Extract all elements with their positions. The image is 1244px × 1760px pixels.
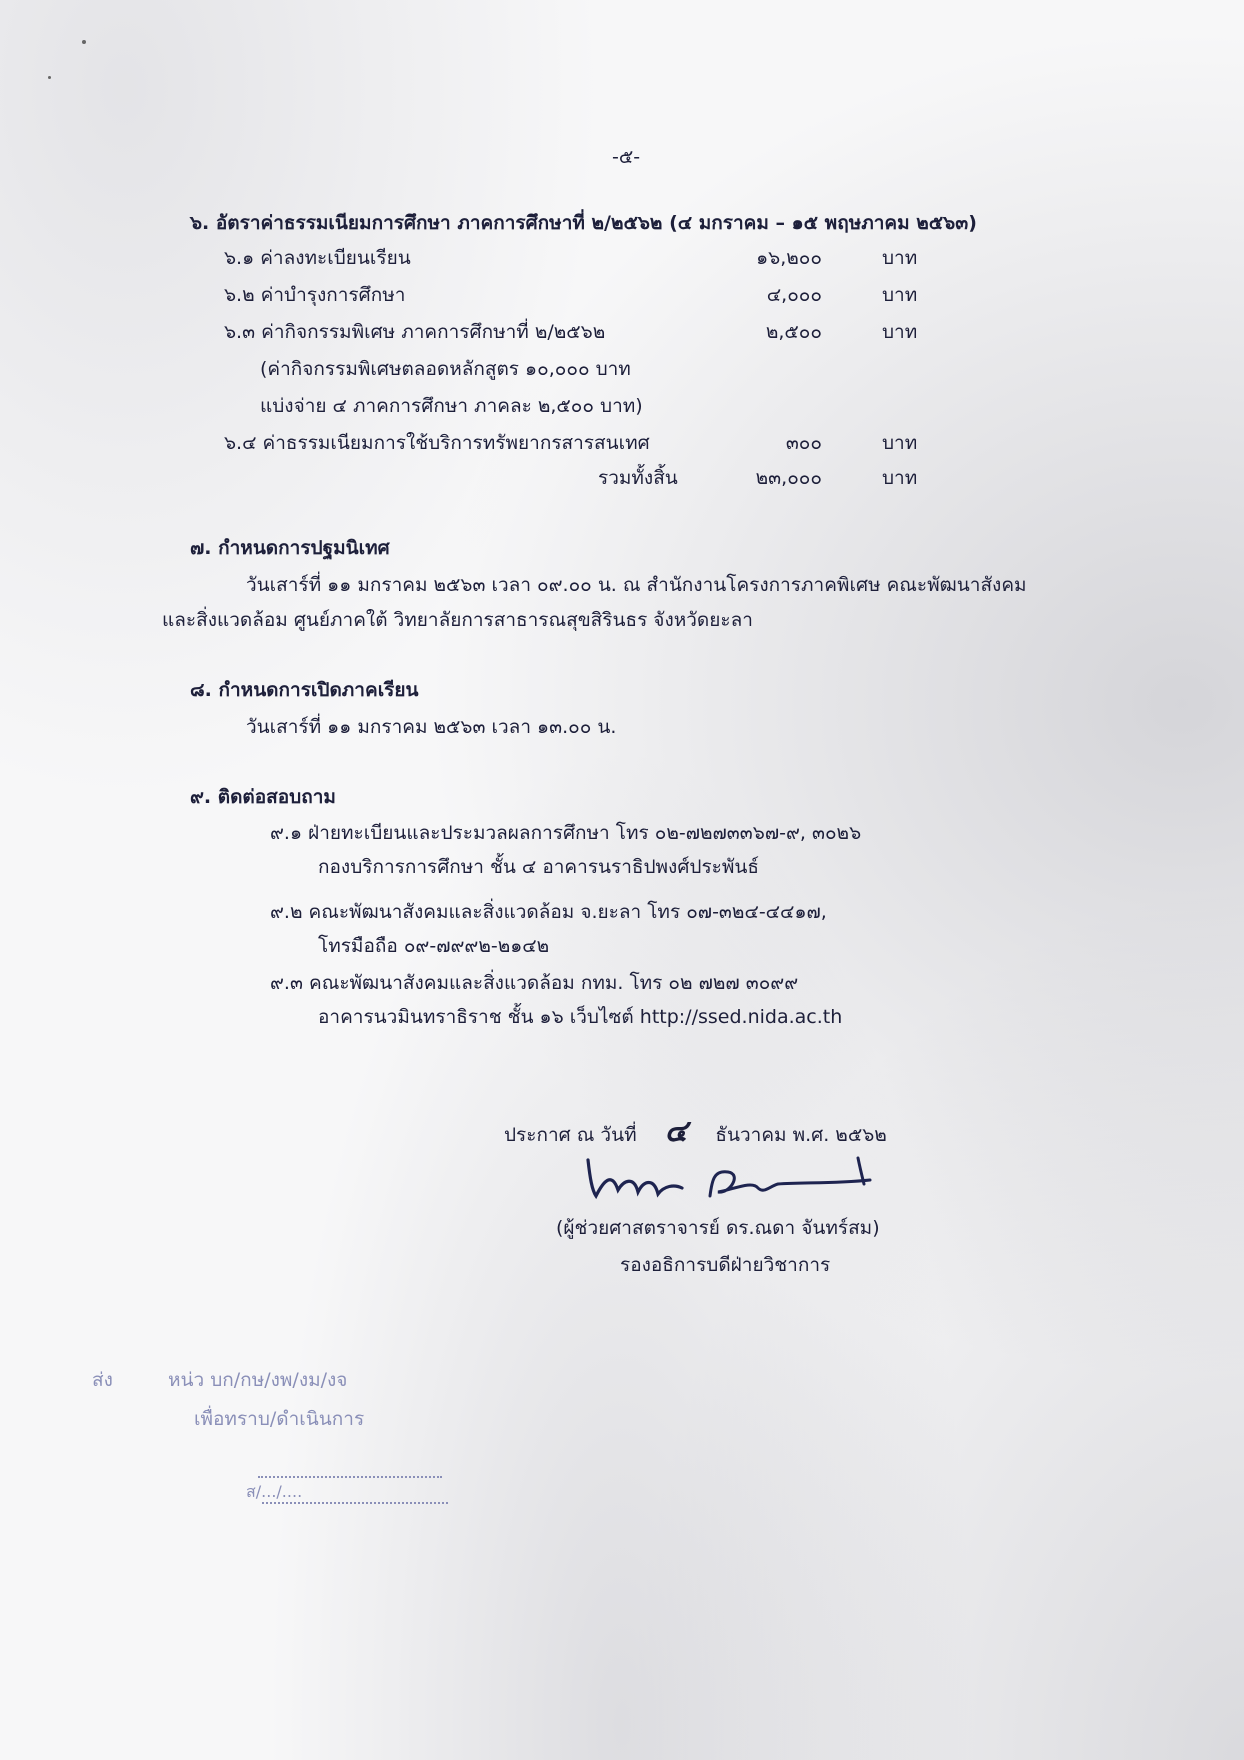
scan-speck — [48, 76, 51, 79]
contact-line: กองบริการการศึกษา ชั้น ๔ อาคารนราธิปพงศ์ประพันธ์ — [318, 856, 759, 878]
section6-heading: ๖. อัตราค่าธรรมเนียมการศึกษา ภาคการศึกษาที่ ๒/๒๕๖๒ (๔ มกราคม – ๑๕ พฤษภาคม ๒๕๖๓) — [190, 212, 977, 234]
stamp-purpose: เพื่อทราบ/ดำเนินการ — [194, 1408, 365, 1430]
section9-heading: ๙. ติดต่อสอบถาม — [190, 786, 336, 808]
fee-total-unit: บาท — [882, 467, 918, 489]
page-number: -๕- — [612, 146, 641, 168]
fee-item-label: ๖.๑ ค่าลงทะเบียนเรียน — [224, 247, 411, 269]
fee-item-label: ๖.๔ ค่าธรรมเนียมการใช้บริการทรัพยากรสารสนเทศ — [224, 432, 650, 454]
announcement-date — [504, 1108, 887, 1155]
scan-speck — [82, 40, 86, 44]
orientation-line: และสิ่งแวดล้อม ศูนย์ภาคใต้ วิทยาลัยการสาธารณสุขสิรินธร จังหวัดยะลา — [162, 609, 753, 631]
section8-heading: ๘. กำหนดการเปิดภาคเรียน — [190, 679, 419, 701]
fee-item-unit: บาท — [882, 321, 918, 343]
fee-total-amount: ๒๓,๐๐๐ — [755, 467, 822, 489]
stamp-signature-line — [258, 1476, 442, 1478]
contact-line: โทรมือถือ ๐๙-๗๙๙๒-๒๑๔๒ — [318, 935, 550, 957]
orientation-line: วันเสาร์ที่ ๑๑ มกราคม ๒๕๖๓ เวลา ๐๙.๐๐ น. ณ สำนักงานโครงการภาคพิเศษ คณะพัฒนาสังคม — [246, 574, 1027, 596]
stamp-date-line: ส/.../.... — [246, 1482, 303, 1501]
contact-line: ๙.๓ คณะพัฒนาสังคมและสิ่งแวดล้อม กทม. โทร ๐๒ ๗๒๗ ๓๐๙๙ — [270, 972, 799, 994]
fee-item-amount: ๑๖,๒๐๐ — [756, 247, 822, 269]
fee-note-line: แบ่งจ่าย ๔ ภาคการศึกษา ภาคละ ๒,๕๐๐ บาท) — [260, 395, 643, 417]
fee-item-unit: บาท — [882, 247, 918, 269]
announcement-day: ๔ — [664, 1114, 688, 1149]
semester-open-line: วันเสาร์ที่ ๑๑ มกราคม ๒๕๖๓ เวลา ๑๓.๐๐ น. — [246, 716, 617, 738]
contact-line: ๙.๒ คณะพัฒนาสังคมและสิ่งแวดล้อม จ.ยะลา โทร ๐๗-๓๒๔-๔๔๑๗, — [270, 901, 827, 923]
fee-item-label: ๖.๒ ค่าบำรุงการศึกษา — [224, 284, 406, 306]
fee-item-amount: ๒,๕๐๐ — [765, 321, 822, 343]
fee-item-amount: ๓๐๐ — [785, 432, 822, 454]
fee-item-unit: บาท — [882, 432, 918, 454]
fee-item-amount: ๔,๐๐๐ — [766, 284, 822, 306]
fee-item-label: ๖.๓ ค่ากิจกรรมพิเศษ ภาคการศึกษาที่ ๒/๒๕๖๒ — [224, 321, 606, 343]
stamp-recipients: หน่ว บก/กษ/งพ/งม/งจ — [168, 1369, 348, 1391]
fee-item-unit: บาท — [882, 284, 918, 306]
signatory-position: รองอธิการบดีฝ่ายวิชาการ — [620, 1254, 831, 1276]
announcement-prefix: ประกาศ ณ วันที่ — [504, 1124, 637, 1146]
contact-line: ๙.๑ ฝ่ายทะเบียนและประมวลผลการศึกษา โทร ๐๒-๗๒๗๓๓๖๗-๙, ๓๐๒๖ — [270, 822, 862, 844]
stamp-send-label: ส่ง — [92, 1369, 113, 1391]
signature-image — [582, 1150, 882, 1210]
section7-heading: ๗. กำหนดการปฐมนิเทศ — [190, 537, 390, 559]
announcement-suffix: ธันวาคม พ.ศ. ๒๕๖๒ — [715, 1124, 887, 1146]
fee-total-label: รวมทั้งสิ้น — [598, 467, 678, 489]
stamp-date-underline — [262, 1502, 448, 1504]
contact-line: อาคารนวมินทราธิราช ชั้น ๑๖ เว็บไซต์ http://ssed.nida.ac.th — [318, 1006, 843, 1028]
signatory-name: (ผู้ช่วยศาสตราจารย์ ดร.ณดา จันทร์สม) — [556, 1217, 880, 1239]
fee-note-line: (ค่ากิจกรรมพิเศษตลอดหลักสูตร ๑๐,๐๐๐ บาท — [260, 358, 631, 380]
